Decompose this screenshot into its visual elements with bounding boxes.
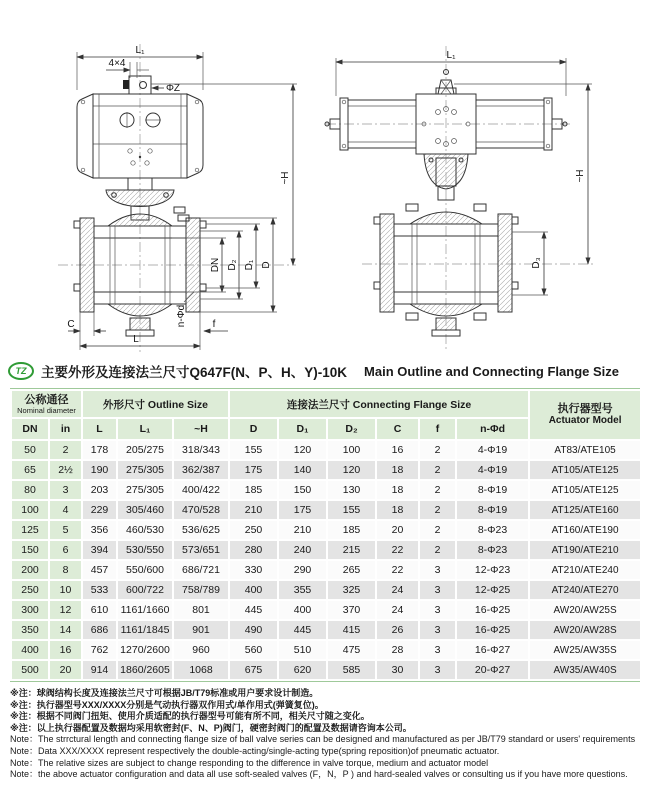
table-cell: 758/789	[173, 580, 229, 600]
dim-label-f: f	[212, 319, 216, 330]
note-line-zh-4: ※注：以上执行器配置及数据均采用软密封(F、N、P)阀门，硬密封阀门的配置及数据请咨询本公司。	[10, 722, 412, 733]
dim-label-c: C	[67, 319, 75, 330]
table-cell: 175	[278, 500, 327, 520]
table-cell: 140	[278, 460, 327, 480]
cell-dn: 150	[11, 540, 49, 560]
table-cell: 100	[327, 440, 376, 460]
note-line-zh-2: ※注：执行器型号XXX/XXXX分别是气动执行器双作用式/单作用式(弹簧复位)。	[10, 699, 324, 710]
table-cell: 185	[229, 480, 278, 500]
table-cell: 8-Φ19	[456, 500, 529, 520]
cell-actuator-model: AT83/ATE105	[529, 440, 641, 460]
table-row	[11, 620, 641, 640]
table-cell: 205/275	[117, 440, 173, 460]
header-nominal-diameter	[11, 390, 82, 418]
table-cell: 3	[419, 580, 456, 600]
table-cell: 536/625	[173, 520, 229, 540]
table-cell: 190	[82, 460, 117, 480]
table-row	[11, 600, 641, 620]
dim-label-l: L	[133, 334, 139, 345]
table-row	[11, 460, 641, 480]
column-header-d2: D₂	[327, 418, 376, 440]
table-cell: 356	[82, 520, 117, 540]
dim-label-phi-z: ΦZ	[165, 83, 181, 94]
note-line-zh-3: ※注：根据不同阀门扭矩、使用介质适配的执行器型号可能有所不同，相关尺寸随之变化。	[10, 711, 370, 722]
table-cell: 445	[278, 620, 327, 640]
cell-actuator-model: AT190/ATE210	[529, 540, 641, 560]
table-cell: 4	[49, 500, 82, 520]
table-cell: 3	[49, 480, 82, 500]
cell-actuator-model: AT160/ATE190	[529, 520, 641, 540]
table-cell: 4-Φ19	[456, 460, 529, 480]
table-cell: 5	[49, 520, 82, 540]
cell-dn: 250	[11, 580, 49, 600]
table-cell: 445	[229, 600, 278, 620]
table-cell: 400	[278, 600, 327, 620]
table-cell: 14	[49, 620, 82, 640]
table-cell: 130	[327, 480, 376, 500]
dim-label-h-right: ~H	[575, 169, 586, 183]
table-cell: 475	[327, 640, 376, 660]
table-cell: 2½	[49, 460, 82, 480]
column-header-n-phi-d: n-Φd	[456, 418, 529, 440]
table-cell: 510	[278, 640, 327, 660]
table-row	[11, 520, 641, 540]
table-cell: 30	[376, 660, 419, 680]
cell-dn: 300	[11, 600, 49, 620]
table-cell: 12	[49, 600, 82, 620]
table-cell: 215	[327, 540, 376, 560]
column-header-d1: D₁	[278, 418, 327, 440]
table-cell: 275/305	[117, 460, 173, 480]
table-cell: 210	[278, 520, 327, 540]
table-cell: 470/528	[173, 500, 229, 520]
table-cell: 18	[376, 460, 419, 480]
table-cell: 560	[229, 640, 278, 660]
table-cell: 460/530	[117, 520, 173, 540]
table-cell: 370	[327, 600, 376, 620]
dim-label-d2: D₂	[227, 259, 238, 271]
dim-label-dn: DN	[210, 257, 221, 273]
note-line-en-2: Note：Data XXX/XXXX represent respectively the double-acting/single-acting type(spring reposition)of pneumatic actuator.	[10, 745, 500, 756]
column-header-l1: L₁	[117, 418, 173, 440]
page-title-en: Main Outline and Connecting Flange Size	[364, 363, 619, 379]
table-cell: 400/422	[173, 480, 229, 500]
cell-actuator-model: AT105/ATE125	[529, 480, 641, 500]
table-cell: 22	[376, 540, 419, 560]
header-nominal-en: Nominal diameter	[17, 405, 76, 415]
table-cell: 394	[82, 540, 117, 560]
table-cell: 12-Φ25	[456, 580, 529, 600]
table-cell: 155	[327, 500, 376, 520]
table-cell: 28	[376, 640, 419, 660]
dim-label-key: 4×4	[108, 58, 126, 69]
dimension-table-wrap	[10, 388, 640, 682]
dim-label-d: D	[261, 261, 272, 269]
section-title-bar	[0, 356, 650, 385]
table-cell: 240	[278, 540, 327, 560]
cell-actuator-model: AT105/ATE125	[529, 460, 641, 480]
table-cell: 10	[49, 580, 82, 600]
dimension-table	[10, 389, 642, 681]
table-cell: 24	[376, 580, 419, 600]
dim-label-d1: D₁	[244, 259, 255, 271]
left-valve-drawing	[58, 44, 297, 352]
table-cell: 686/721	[173, 560, 229, 580]
table-cell: 210	[229, 500, 278, 520]
table-cell: 1068	[173, 660, 229, 680]
table-cell: 4-Φ19	[456, 440, 529, 460]
table-cell: 8-Φ23	[456, 520, 529, 540]
table-cell: 762	[82, 640, 117, 660]
page-title-zh: 主要外形及连接法兰尺寸Q647F(N、P、H、Y)-10K	[41, 365, 348, 380]
dim-label-h-left: ~H	[280, 171, 291, 185]
table-cell: 16-Φ27	[456, 640, 529, 660]
table-cell: 415	[327, 620, 376, 640]
cell-actuator-model: AW20/AW25S	[529, 600, 641, 620]
cell-actuator-model: AW35/AW40S	[529, 660, 641, 680]
column-header-f: f	[419, 418, 456, 440]
cell-dn: 100	[11, 500, 49, 520]
header-nominal-zh: 公称通径	[24, 393, 69, 406]
table-cell: 2	[419, 460, 456, 480]
table-cell: 355	[278, 580, 327, 600]
note-line-zh-1: ※注：球阀结构长度及连接法兰尺寸可根据JB/T79标准或用户要求设计制造。	[10, 688, 319, 698]
table-cell: 203	[82, 480, 117, 500]
column-header-h: ~H	[173, 418, 229, 440]
column-header-d: D	[229, 418, 278, 440]
table-cell: 16	[376, 440, 419, 460]
column-header-in: in	[49, 418, 82, 440]
cell-dn: 350	[11, 620, 49, 640]
header-actuator-zh: 执行器型号	[557, 403, 613, 415]
column-header-c: C	[376, 418, 419, 440]
table-cell: 280	[229, 540, 278, 560]
table-cell: 120	[327, 460, 376, 480]
table-cell: 600/722	[117, 580, 173, 600]
table-cell: 960	[173, 640, 229, 660]
dim-label-l1-left: L₁	[135, 45, 145, 56]
table-cell: 18	[376, 480, 419, 500]
cell-dn: 65	[11, 460, 49, 480]
table-cell: 2	[419, 440, 456, 460]
table-cell: 3	[419, 560, 456, 580]
table-cell: 330	[229, 560, 278, 580]
cell-actuator-model: AT240/ATE270	[529, 580, 641, 600]
table-cell: 325	[327, 580, 376, 600]
table-cell: 530/550	[117, 540, 173, 560]
table-cell: 305/460	[117, 500, 173, 520]
table-cell: 573/651	[173, 540, 229, 560]
table-cell: 265	[327, 560, 376, 580]
cell-dn: 500	[11, 660, 49, 680]
table-cell: 275/305	[117, 480, 173, 500]
table-cell: 3	[419, 600, 456, 620]
table-cell: 12-Φ23	[456, 560, 529, 580]
table-cell: 801	[173, 600, 229, 620]
cell-dn: 200	[11, 560, 49, 580]
group-header-row	[11, 390, 641, 418]
table-cell: 22	[376, 560, 419, 580]
table-cell: 1860/2605	[117, 660, 173, 680]
table-cell: 16-Φ25	[456, 600, 529, 620]
table-cell: 2	[419, 540, 456, 560]
table-cell: 3	[419, 660, 456, 680]
cell-actuator-model: AT125/ATE160	[529, 500, 641, 520]
header-flange-size: 连接法兰尺寸 Connecting Flange Size	[229, 390, 529, 418]
cell-actuator-model: AW20/AW28S	[529, 620, 641, 640]
table-cell: 178	[82, 440, 117, 460]
table-cell: 20-Φ27	[456, 660, 529, 680]
table-cell: 8-Φ19	[456, 480, 529, 500]
table-cell: 120	[278, 440, 327, 460]
table-row	[11, 440, 641, 460]
table-cell: 155	[229, 440, 278, 460]
table-cell: 585	[327, 660, 376, 680]
cell-actuator-model: AW25/AW35S	[529, 640, 641, 660]
dim-label-l1-right: L₁	[446, 50, 456, 61]
table-cell: 610	[82, 600, 117, 620]
notes-section	[10, 688, 640, 781]
table-cell: 8-Φ23	[456, 540, 529, 560]
cell-dn: 125	[11, 520, 49, 540]
table-cell: 362/387	[173, 460, 229, 480]
table-cell: 318/343	[173, 440, 229, 460]
table-cell: 20	[49, 660, 82, 680]
note-line-en-4: Note：the above actuator configuration and data all use soft-sealed valves (F，N，P ) and hard-sealed valves or consulting us if you have more questions.	[10, 769, 628, 780]
table-cell: 2	[49, 440, 82, 460]
table-cell: 2	[419, 520, 456, 540]
table-cell: 229	[82, 500, 117, 520]
table-row	[11, 500, 641, 520]
note-line-en-1: Note：The strrctural length and connecting flange size of ball valve series can be designed and manufactured as per JB/T79 standard or users' requirements	[10, 734, 636, 745]
table-cell: 6	[49, 540, 82, 560]
table-cell: 1161/1845	[117, 620, 173, 640]
table-cell: 26	[376, 620, 419, 640]
table-cell: 3	[419, 640, 456, 660]
table-row	[11, 580, 641, 600]
table-cell: 150	[278, 480, 327, 500]
cell-dn: 50	[11, 440, 49, 460]
table-cell: 18	[376, 500, 419, 520]
cell-dn: 80	[11, 480, 49, 500]
table-cell: 901	[173, 620, 229, 640]
table-cell: 675	[229, 660, 278, 680]
table-body	[11, 440, 641, 680]
cell-dn: 400	[11, 640, 49, 660]
table-cell: 250	[229, 520, 278, 540]
table-cell: 1161/1660	[117, 600, 173, 620]
column-header-l: L	[82, 418, 117, 440]
table-row	[11, 640, 641, 660]
table-cell: 620	[278, 660, 327, 680]
table-row	[11, 660, 641, 680]
table-cell: 20	[376, 520, 419, 540]
table-cell: 686	[82, 620, 117, 640]
right-valve-drawing	[325, 46, 596, 352]
table-cell: 2	[419, 480, 456, 500]
table-cell: 457	[82, 560, 117, 580]
table-cell: 550/600	[117, 560, 173, 580]
brand-logo: TZ	[8, 362, 34, 380]
table-cell: 490	[229, 620, 278, 640]
dim-label-n-phi-d: n-Φd	[176, 304, 187, 328]
header-actuator-en: Actuator Model	[548, 415, 622, 426]
table-cell: 400	[229, 580, 278, 600]
table-cell: 175	[229, 460, 278, 480]
table-cell: 24	[376, 600, 419, 620]
header-actuator-model	[529, 390, 641, 440]
left-actuator-body	[77, 76, 203, 178]
cell-actuator-model: AT210/ATE240	[529, 560, 641, 580]
column-header-dn: DN	[11, 418, 49, 440]
dim-label-d3: D₃	[531, 257, 542, 269]
table-row	[11, 480, 641, 500]
table-cell: 914	[82, 660, 117, 680]
header-outline-size: 外形尺寸 Outline Size	[82, 390, 229, 418]
note-line-en-3: Note：The relative sizes are subject to change responding to the difference in valve torque, medium and actuator model	[10, 757, 489, 768]
table-row	[11, 540, 641, 560]
table-cell: 290	[278, 560, 327, 580]
table-cell: 8	[49, 560, 82, 580]
valve-drawings-svg	[0, 0, 650, 356]
table-cell: 2	[419, 500, 456, 520]
technical-drawings	[0, 0, 650, 356]
table-cell: 16	[49, 640, 82, 660]
table-row	[11, 560, 641, 580]
table-cell: 533	[82, 580, 117, 600]
table-cell: 185	[327, 520, 376, 540]
table-cell: 3	[419, 620, 456, 640]
table-cell: 1270/2600	[117, 640, 173, 660]
table-cell: 16-Φ25	[456, 620, 529, 640]
